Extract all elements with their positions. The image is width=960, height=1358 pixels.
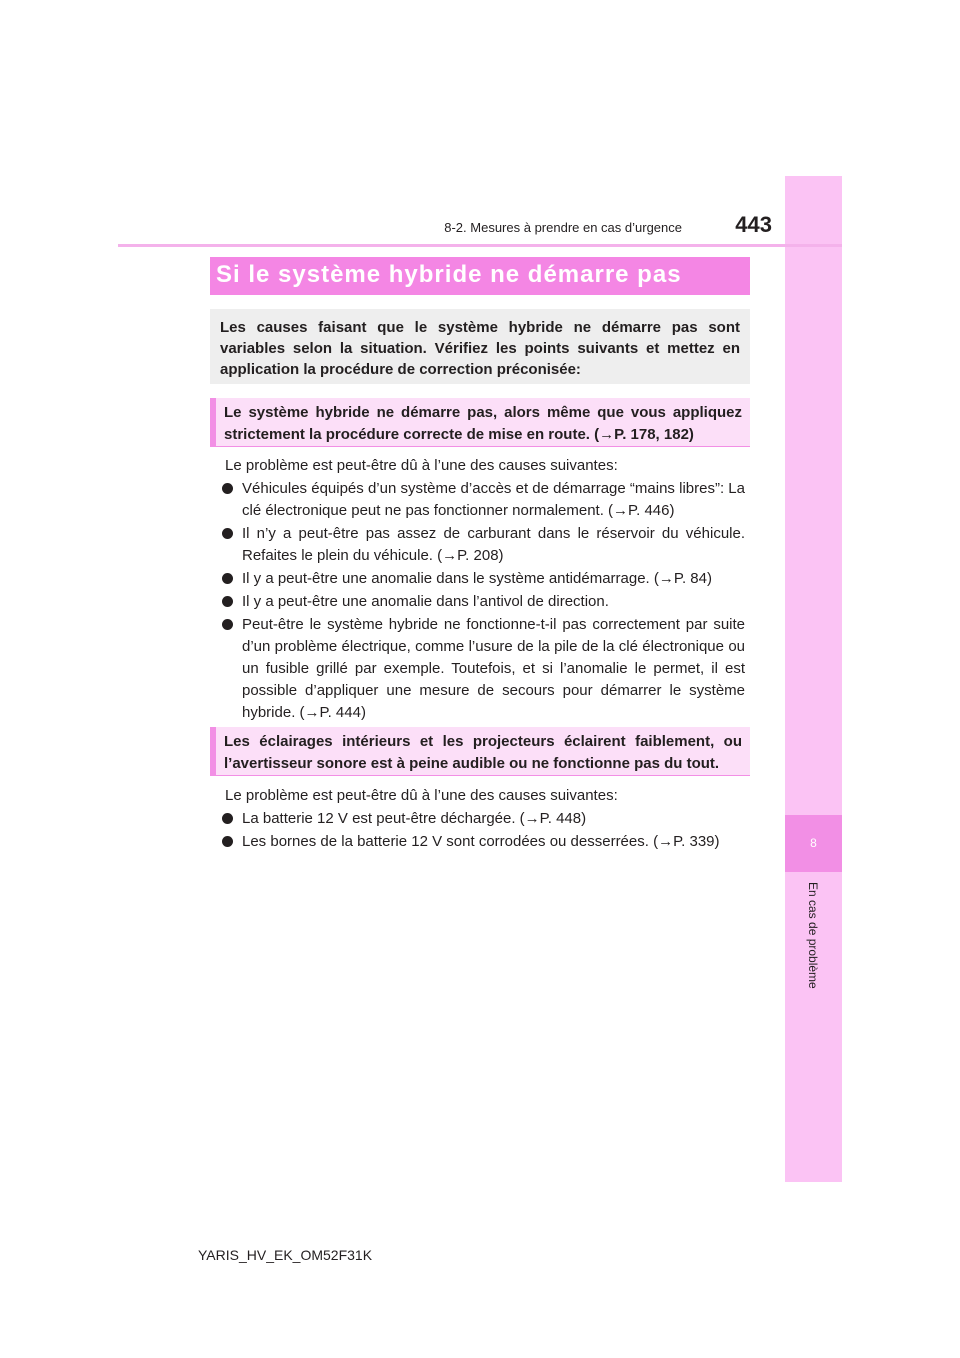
section-heading: 8-2. Mesures à prendre en cas d’urgence [444, 220, 682, 235]
list-item [218, 808, 745, 830]
page-number: 443 [735, 212, 772, 237]
bullet-icon [222, 573, 233, 584]
list-item [218, 614, 745, 724]
condition-heading: Le système hybride ne démarre pas, alors même que vous appliquez strictement la procédure correcte de mise en route. (→P. 178, 182) [224, 404, 742, 443]
list-item-text: La batterie 12 V est peut-être déchargée. (→P. 448) [242, 810, 587, 827]
list-item-text: Il y a peut-être une anomalie dans l’antivol de direction. [242, 593, 609, 610]
condition-heading: Les éclairages intérieurs et les projecteurs éclairent faiblement, ou l’avertisseur sonore est à peine audible ou ne fonctionne pas du tout. [224, 733, 742, 772]
list-item [218, 523, 745, 567]
causes-lead: Le problème est peut-être dû à l’une des causes suivantes: [225, 457, 618, 474]
causes-list [218, 478, 745, 725]
bullet-icon [222, 528, 233, 539]
causes-lead: Le problème est peut-être dû à l’une des causes suivantes: [225, 787, 618, 804]
list-item [218, 568, 745, 590]
bullet-icon [222, 836, 233, 847]
bullet-icon [222, 596, 233, 607]
bullet-icon [222, 483, 233, 494]
condition-heading-box [210, 398, 750, 447]
document-code: YARIS_HV_EK_OM52F31K [198, 1247, 373, 1263]
side-tab [785, 176, 842, 1182]
list-item [218, 591, 745, 613]
bullet-icon [222, 813, 233, 824]
intro-box [210, 309, 750, 384]
page-title: Si le système hybride ne démarre pas [216, 261, 682, 288]
chapter-label: En cas de problème [806, 882, 820, 989]
causes-list [218, 808, 745, 854]
list-item-text: Les bornes de la batterie 12 V sont corrodées ou desserrées. (→P. 339) [242, 833, 720, 850]
title-bar [210, 257, 750, 295]
list-item [218, 831, 745, 853]
intro-text: Les causes faisant que le système hybride ne démarre pas sont variables selon la situation. Vérifiez les points suivants et mettez en application la procédure de correction préconisée: [220, 319, 740, 378]
list-item-text: Il y a peut-être une anomalie dans le système antidémarrage. (→P. 84) [242, 570, 712, 587]
bullet-icon [222, 619, 233, 630]
condition-heading-box [210, 727, 750, 776]
list-item-text: Peut-être le système hybride ne fonctionne-t-il pas correctement par suite d’un problème électrique, comme l’usure de la pile de la clé électronique ou un fusible grillé par exemple. Toutefois, et si l’anomalie le permet, il est possible d’appliquer une mesure de secours pour démarrer le système hybride. (→P. 444) [242, 616, 745, 721]
header-divider [118, 244, 842, 247]
chapter-number-tab: 8 [785, 815, 842, 872]
list-item-text: Il n’y a peut-être pas assez de carburant dans le réservoir du véhicule. Refaites le plein du véhicule. (→P. 208) [242, 525, 745, 564]
list-item-text: Véhicules équipés d’un système d’accès et de démarrage “mains libres”: La clé électronique peut ne pas fonctionner normalement. (→P. 446) [242, 480, 745, 519]
list-item [218, 478, 745, 522]
